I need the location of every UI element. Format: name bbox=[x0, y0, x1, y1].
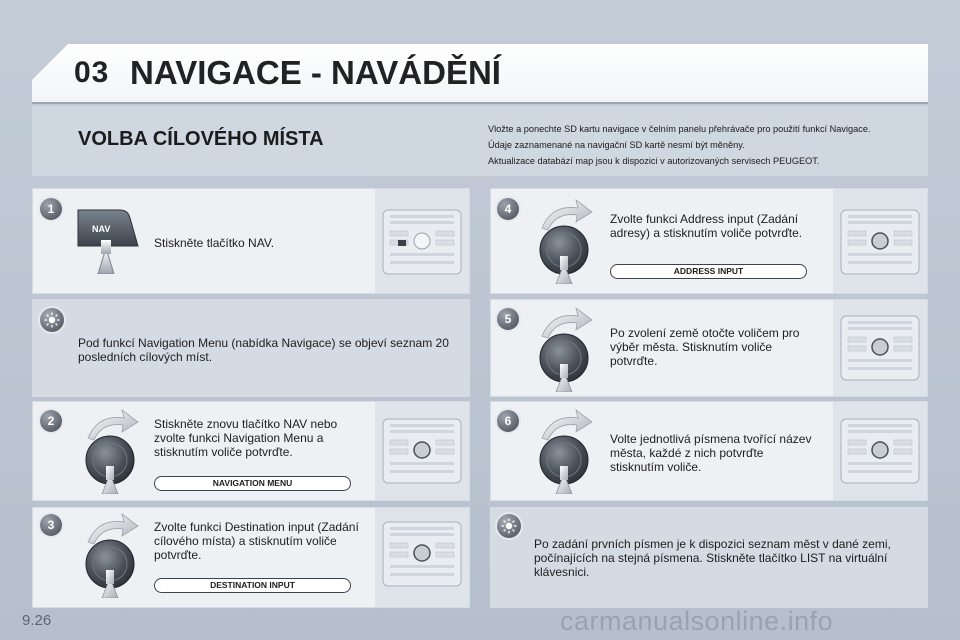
step-5-text: Po zvolení země otočte voličem pro výběr města. Stisknutím voliče potvrďte. bbox=[610, 326, 800, 368]
nav-button-icon bbox=[76, 208, 150, 274]
step-1-badge: 1 bbox=[40, 198, 62, 220]
intro-line: Vložte a ponechte SD kartu navigace v čelním panelu přehrávače pro použití funkcí Navigace. bbox=[488, 124, 871, 134]
rotary-knob-icon bbox=[534, 198, 598, 278]
step-2-badge: 2 bbox=[40, 410, 62, 432]
section-title: VOLBA CÍLOVÉHO MÍSTA bbox=[78, 128, 324, 150]
radio-faceplate-icon bbox=[840, 209, 920, 275]
step-3-badge: 3 bbox=[40, 514, 62, 536]
nav-button-label: NAV bbox=[92, 224, 111, 234]
radio-faceplate-icon bbox=[840, 315, 920, 381]
header-divider bbox=[32, 102, 928, 104]
intro-line: Údaje zaznamenané na navigační SD kartě nesmí být měněny. bbox=[488, 140, 745, 150]
address-input-label: ADDRESS INPUT bbox=[610, 264, 807, 279]
tip-2-text: Po zadání prvních písmen je k dispozici seznam měst v dané zemi, počínajících na stejná písmena. Stiskněte tlačítko LIST na virtuální klávesnici. bbox=[534, 537, 891, 579]
step-5-badge: 5 bbox=[497, 308, 519, 330]
rotary-knob-icon bbox=[80, 408, 144, 488]
radio-faceplate-icon bbox=[382, 418, 462, 484]
destination-input-label: DESTINATION INPUT bbox=[154, 578, 351, 593]
rotary-knob-icon bbox=[534, 408, 598, 488]
chapter-number: 03 bbox=[74, 56, 110, 89]
rotary-knob-icon bbox=[80, 512, 144, 592]
lightbulb-icon bbox=[497, 514, 521, 538]
step-4-text: Zvolte funkci Address input (Zadání adresy) a stisknutím voliče potvrďte. bbox=[610, 212, 803, 240]
lightbulb-icon bbox=[40, 308, 64, 332]
step-2-text: Stiskněte znovu tlačítko NAV nebo zvolte funkci Navigation Menu a stisknutím voliče potvrďte. bbox=[154, 417, 338, 459]
step-4-badge: 4 bbox=[497, 198, 519, 220]
page-number: 9.26 bbox=[22, 612, 52, 629]
radio-faceplate-icon bbox=[382, 209, 462, 275]
intro-text bbox=[488, 121, 918, 169]
watermark: carmanualsonline.info bbox=[560, 606, 834, 636]
step-3-text: Zvolte funkci Destination input (Zadání cílového místa) a stisknutím voliče potvrďte. bbox=[154, 520, 359, 562]
step-1-text: Stiskněte tlačítko NAV. bbox=[154, 236, 275, 250]
tip-1-text: Pod funkcí Navigation Menu (nabídka Navigace) se objeví seznam 20 posledních cílových míst. bbox=[78, 336, 449, 364]
step-6-badge: 6 bbox=[497, 410, 519, 432]
chapter-title: NAVIGACE - NAVÁDĚNÍ bbox=[130, 54, 501, 91]
intro-line: Aktualizace databází map jsou k dispozici v autorizovaných servisech PEUGEOT. bbox=[488, 156, 820, 166]
navigation-menu-label: NAVIGATION MENU bbox=[154, 476, 351, 491]
rotary-knob-icon bbox=[534, 306, 598, 386]
radio-faceplate-icon bbox=[382, 521, 462, 587]
radio-faceplate-icon bbox=[840, 418, 920, 484]
step-6-text: Volte jednotlivá písmena tvořící název města, každé z nich potvrďte stisknutím voliče. bbox=[610, 432, 812, 474]
